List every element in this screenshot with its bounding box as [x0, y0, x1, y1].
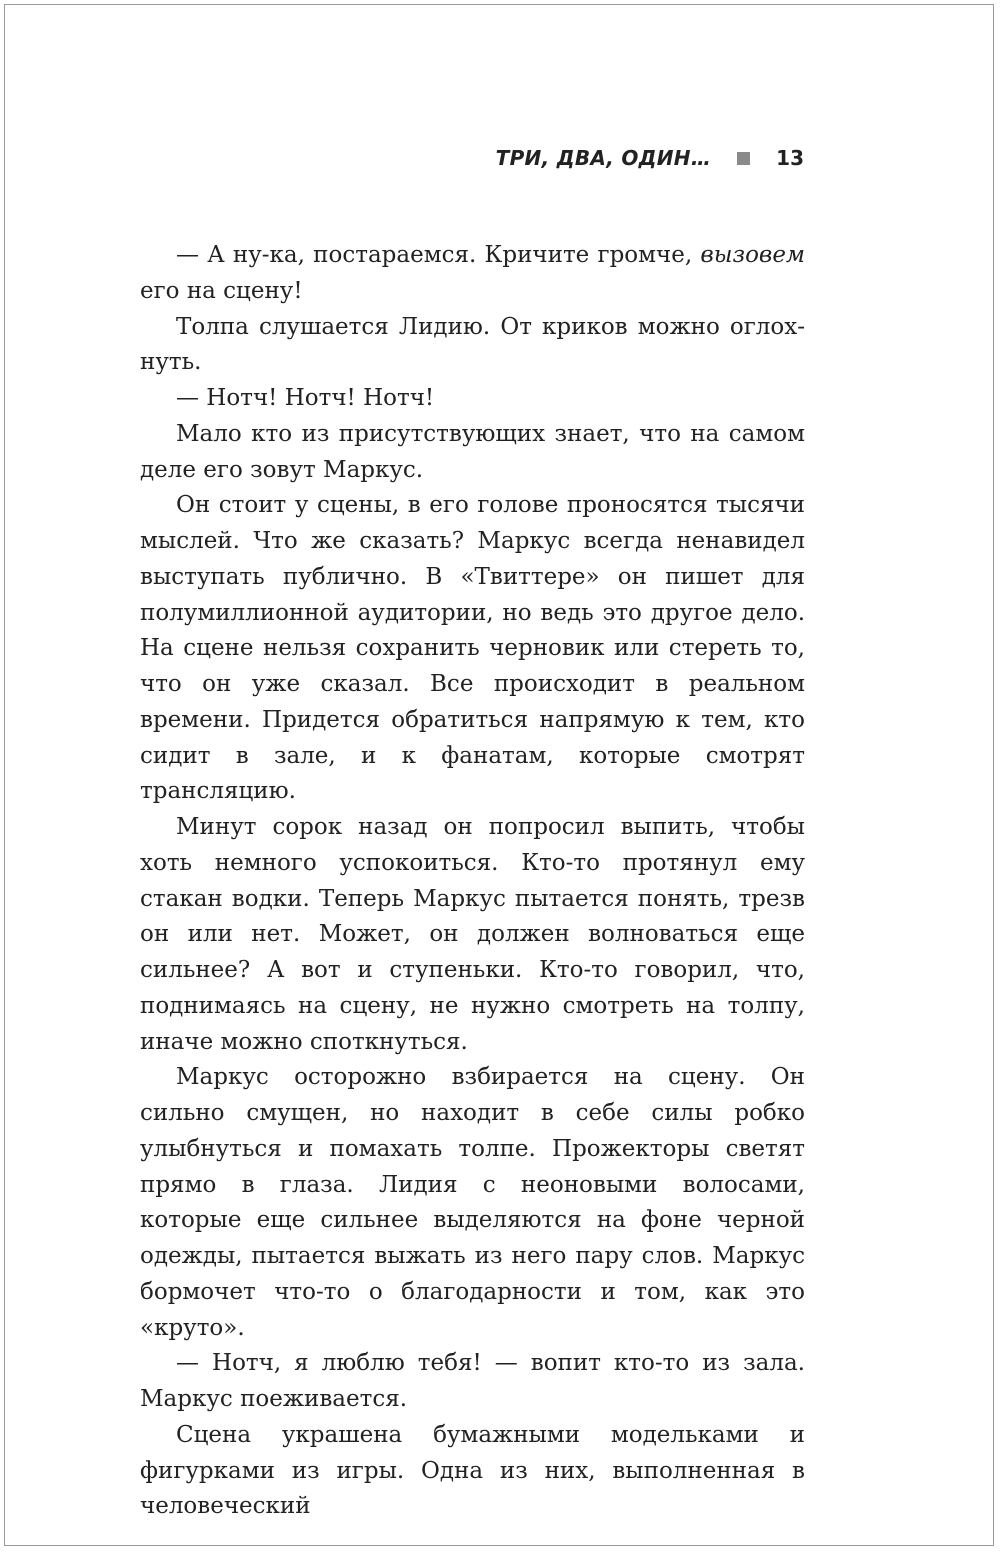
paragraph-6: Минут сорок назад он попросил выпить, чтобы хоть немного успокоиться. Кто-то протянул ему стакан водки. Теперь Маркус пытается понять, трезв он или нет. Может, он должен волноваться еще сильнее? А вот и ступеньки. Кто-то говорил, что, поднимаясь на сцену, не нужно смотреть на толпу, иначе можно споткнуться.: [140, 814, 805, 1055]
paragraph-1-end: его на сцену!: [140, 277, 303, 304]
page-number: 13: [776, 146, 804, 170]
paragraph-1: [140, 238, 805, 310]
running-title: ТРИ, ДВА, ОДИН…: [495, 146, 712, 170]
paragraph-2: Толпа слушается Лидию. От криков можно оглохнуть.: [140, 313, 805, 376]
paragraph-5: Он стоит у сцены, в его голове проносятся тысячи мыслей. Что же сказать? Маркус всегда ненавидел выступать публично. В «Твиттере» он пишет для полумиллионной аудитории, но ведь это другое дело. На сцене нельзя сохранить черновик или стереть то, что он уже сказал. Все происходит в реальном времени. Придется обратиться напрямую к тем, кто сидит в зале, и к фанатам, которые смотрят трансляцию.: [140, 492, 805, 805]
running-header: [496, 141, 804, 175]
paragraph-3: — Нотч! Нотч! Нотч!: [176, 385, 435, 411]
body-text: [140, 238, 805, 1525]
paragraph-9: Сцена украшена бумажными модельками и фигурками из игры. Одна из них, выполненная в человеческий: [140, 1421, 805, 1520]
header-square-ornament: [737, 152, 750, 165]
paragraph-8: — Нотч, я люблю тебя! — вопит кто-то из зала. Маркус поеживается.: [140, 1350, 805, 1412]
paragraph-4: Мало кто из присутствующих знает, что на самом деле его зовут Маркус.: [140, 420, 805, 483]
paragraph-1-start: — А ну-ка, постараемся. Кричите громче,: [176, 242, 701, 268]
italic-emphasis: вызовем: [700, 242, 805, 268]
paragraph-7: Маркус осторожно взбирается на сцену. Он сильно смущен, но находит в себе силы робко улыбнуться и помахать толпе. Прожекторы светят прямо в глаза. Лидия с неоновыми волосами, которые еще сильнее выделяются на фоне черной одежды, пытается выжать из него пару слов. Маркус бормочет что-то о благодарности и том, как это «круто».: [140, 1064, 805, 1341]
